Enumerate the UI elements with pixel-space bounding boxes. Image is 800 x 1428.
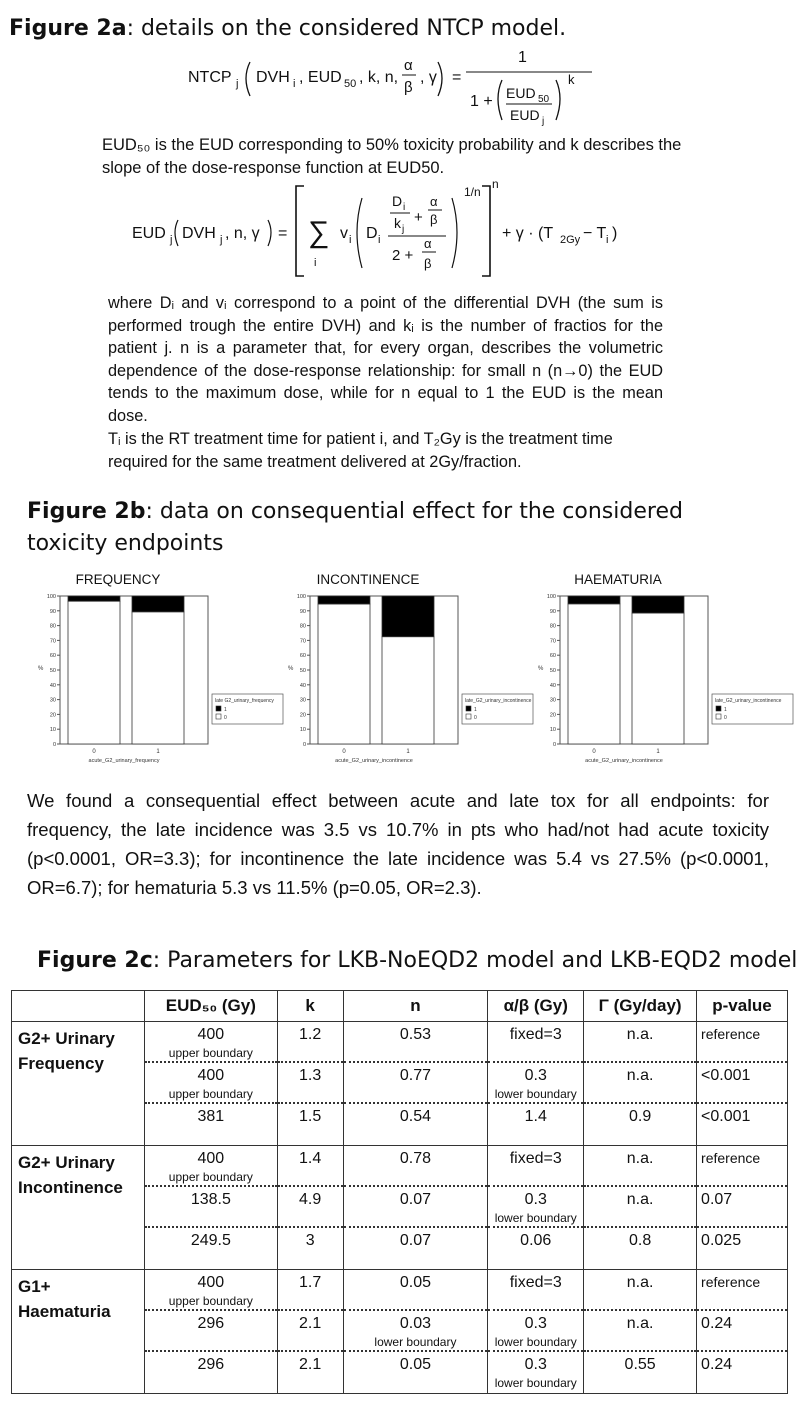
eud50-cell: [144, 1022, 277, 1146]
parameters-table: [11, 990, 788, 1394]
svg-text:EUD: EUD: [506, 85, 536, 101]
gamma-value: n.a.: [626, 1067, 654, 1084]
gamma-value: n.a.: [626, 1026, 654, 1043]
header-eud50: EUD₅₀ (Gy): [144, 991, 277, 1022]
gamma-value: n.a.: [626, 1274, 654, 1291]
svg-text:β: β: [430, 212, 438, 227]
legend-entry: 1: [224, 707, 227, 713]
alpha-beta-value: 0.3: [524, 1315, 547, 1332]
eud50-description: EUD₅₀ is the EUD corresponding to 50% toxicity probability and k describes the slope of the dose-response function at EUD50.: [102, 136, 682, 177]
alpha-beta-cell: [488, 1146, 584, 1270]
x-axis-label: acute_G2_urinary_incontinence: [585, 758, 663, 764]
ti-description: Tᵢ is the RT treatment time for patient i, and T₂Gy is the treatment time required for the same treatment delivered at 2Gy/fraction.: [108, 430, 613, 471]
y-tick-label: 20: [49, 712, 56, 719]
bar-segment-1: [318, 596, 370, 604]
alpha-beta-note: lower boundary: [494, 1335, 577, 1349]
legend-title: late G2_urinary_frequency: [215, 698, 274, 704]
k-value: 4.9: [299, 1191, 322, 1208]
eud-formula: [128, 176, 658, 282]
figure-2c-label: Figure 2c: [37, 948, 153, 973]
gamma-value: 0.9: [628, 1108, 652, 1125]
eud50-cell: [144, 1146, 277, 1270]
bar-segment-0: [632, 613, 684, 744]
eud50-value: 296: [197, 1315, 225, 1332]
n-value: 0.54: [399, 1108, 432, 1125]
p-value-value: <0.001: [701, 1108, 751, 1125]
endpoint-cell: G2+ Urinary Frequency: [12, 1022, 145, 1146]
n-value: 0.53: [399, 1026, 432, 1043]
eud50-value: 400: [197, 1150, 225, 1167]
svg-text:j: j: [236, 78, 239, 90]
svg-text:2 +: 2 +: [392, 247, 414, 264]
y-tick-label: 40: [549, 682, 556, 689]
y-tick-label: 20: [549, 712, 556, 719]
alpha-beta-value: fixed=3: [509, 1150, 562, 1167]
alpha-beta-cell: [488, 1022, 584, 1146]
legend-title: late_G2_urinary_incontinence: [465, 698, 532, 704]
ntcp-formula: [180, 44, 600, 128]
k-value: 2.1: [299, 1315, 322, 1332]
legend-swatch: [216, 706, 221, 711]
p-value-cell: [697, 1146, 788, 1270]
y-tick-label: 90: [549, 608, 556, 615]
eud50-note: upper boundary: [168, 1170, 253, 1184]
legend-swatch: [466, 714, 471, 719]
y-axis-label: %: [288, 666, 294, 672]
legend-swatch: [466, 706, 471, 711]
svg-text:i: i: [293, 78, 296, 90]
x-tick-label: 1: [156, 749, 160, 755]
legend-swatch: [716, 706, 721, 711]
bar-segment-1: [632, 596, 684, 613]
svg-text:, γ: , γ: [420, 69, 437, 86]
y-tick-label: 50: [299, 668, 306, 674]
y-tick-label: 0: [552, 742, 556, 748]
where-description: where Dᵢ and vᵢ correspond to a point of the differential DVH (the sum is performed trough the entire DVH) and kᵢ is the number of fractios for the patient j. n is a parameter that, for every organ, describes the volumetric dependence of the dose-response relationship: for small n (n→0) the EUD tends to the maximum dose, while for n equal to 1 the EUD is the mean dose.: [108, 294, 663, 425]
figure-2b-title: [27, 496, 767, 560]
alpha-beta-value: fixed=3: [509, 1026, 562, 1043]
y-tick-label: 40: [299, 682, 306, 689]
svg-text:j: j: [220, 234, 223, 246]
figure-2b-caption: : data on consequential effect for the considered toxicity endpoints: [27, 499, 683, 556]
svg-text:i: i: [606, 234, 609, 246]
header-endpoint: [12, 991, 145, 1022]
svg-text:DVH: DVH: [256, 69, 290, 86]
svg-text:EUD: EUD: [132, 225, 166, 242]
y-tick-label: 70: [49, 638, 56, 645]
svg-text:D: D: [366, 225, 378, 242]
p-value-value: 0.24: [701, 1315, 733, 1332]
haematuria-chart: [530, 566, 795, 776]
svg-text:D: D: [392, 193, 403, 209]
legend-entry: 0: [224, 715, 227, 721]
svg-text:j: j: [402, 224, 405, 235]
svg-text:j: j: [170, 234, 173, 246]
svg-text:j: j: [542, 116, 545, 127]
eud50-value: 400: [197, 1026, 225, 1043]
y-tick-label: 10: [49, 727, 56, 734]
y-tick-label: 20: [299, 712, 306, 719]
legend-title: late_G2_urinary_incontinence: [715, 698, 782, 704]
y-tick-label: 90: [299, 608, 306, 615]
bar-segment-0: [68, 601, 120, 744]
svg-text:, EUD: , EUD: [299, 69, 342, 86]
gamma-cell: [584, 1270, 697, 1394]
eud50-note: upper boundary: [168, 1294, 253, 1308]
k-cell: [277, 1270, 343, 1394]
header-k: k: [277, 991, 343, 1022]
alpha-beta-value: 0.3: [524, 1191, 547, 1208]
k-value: 2.1: [299, 1356, 322, 1373]
k-cell: [277, 1022, 343, 1146]
figure-2b-label: Figure 2b: [27, 499, 146, 524]
svg-text:i: i: [349, 234, 352, 246]
y-tick-label: 70: [549, 638, 556, 645]
y-tick-label: 100: [546, 594, 556, 600]
y-tick-label: 30: [299, 697, 306, 704]
n-value: 0.07: [399, 1191, 432, 1208]
bar-segment-0: [568, 604, 620, 744]
bar-segment-1: [382, 596, 434, 637]
y-tick-label: 100: [46, 594, 56, 600]
bar-segment-0: [132, 612, 184, 744]
eud50-value: 249.5: [190, 1232, 231, 1249]
alpha-beta-note: lower boundary: [494, 1211, 577, 1225]
header-n: n: [343, 991, 488, 1022]
svg-text:∑: ∑: [308, 216, 330, 249]
bar-segment-1: [132, 596, 184, 612]
svg-text:β: β: [424, 256, 432, 271]
alpha-beta-cell: [488, 1270, 584, 1394]
eud50-note: upper boundary: [168, 1087, 253, 1101]
gamma-cell: [584, 1022, 697, 1146]
svg-text:i: i: [314, 257, 317, 269]
legend-swatch: [716, 714, 721, 719]
eud50-value: 400: [197, 1067, 225, 1084]
incontinence-chart: [280, 566, 535, 776]
gamma-value: n.a.: [626, 1150, 654, 1167]
y-tick-label: 50: [49, 668, 56, 674]
bar-segment-1: [568, 596, 620, 604]
x-axis-label: acute_G2_urinary_frequency: [88, 758, 160, 764]
x-tick-label: 1: [406, 749, 410, 755]
chart-title: FREQUENCY: [75, 572, 161, 587]
alpha-beta-value: 0.3: [524, 1356, 547, 1373]
eud50-value: 400: [197, 1274, 225, 1291]
p-value-cell: [697, 1022, 788, 1146]
figure-2c-title: [37, 948, 797, 973]
svg-text:k: k: [568, 72, 575, 87]
k-value: 1.7: [299, 1274, 322, 1291]
y-tick-label: 10: [549, 727, 556, 734]
svg-text:n: n: [492, 177, 499, 191]
n-value: 0.05: [399, 1356, 432, 1373]
y-tick-label: 100: [296, 594, 306, 600]
gamma-value: 0.55: [624, 1356, 656, 1373]
legend-entry: 0: [724, 715, 727, 721]
k-value: 1.2: [299, 1026, 322, 1043]
table-header-row: [12, 991, 788, 1022]
eud50-value: 296: [197, 1356, 225, 1373]
endpoint-cell: G1+ Haematuria: [12, 1270, 145, 1394]
p-value-value: reference: [701, 1026, 761, 1042]
k-cell: [277, 1146, 343, 1270]
svg-text:=: =: [452, 69, 462, 86]
chart-title: INCONTINENCE: [316, 572, 420, 587]
eud50-value: 381: [197, 1108, 225, 1125]
svg-text:1 +: 1 +: [470, 93, 493, 110]
n-cell: [343, 1022, 488, 1146]
y-tick-label: 0: [302, 742, 306, 748]
svg-text:v: v: [340, 225, 348, 242]
alpha-beta-value: fixed=3: [509, 1274, 562, 1291]
legend-entry: 0: [474, 715, 477, 721]
n-value: 0.07: [399, 1232, 432, 1249]
svg-text:α: α: [404, 57, 413, 74]
gamma-value: n.a.: [626, 1191, 654, 1208]
svg-text:1/n: 1/n: [464, 185, 481, 199]
svg-text:2Gy: 2Gy: [560, 234, 581, 246]
p-value-value: 0.07: [701, 1191, 733, 1208]
y-tick-label: 10: [299, 727, 306, 734]
y-tick-label: 80: [49, 623, 56, 630]
p-value-value: 0.025: [701, 1232, 742, 1249]
svg-text:DVH: DVH: [182, 225, 216, 242]
svg-text:i: i: [403, 202, 406, 213]
alpha-beta-note: lower boundary: [494, 1376, 577, 1390]
finding-paragraph: We found a consequential effect between acute and late tox for all endpoints: for frequency, the late incidence was 3.5 vs 10.7% in pts who had/not had acute toxicity (p<0.0001, OR=3.3); for incontinence the late incidence was 5.4 vs 27.5% (p<0.0001, OR=6.7); for hematuria 5.3 vs 11.5% (p=0.05, OR=2.3).: [27, 790, 769, 898]
eud50-note: upper boundary: [168, 1046, 253, 1060]
k-value: 1.4: [299, 1150, 322, 1167]
x-axis-label: acute_G2_urinary_incontinence: [335, 758, 413, 764]
y-tick-label: 40: [49, 682, 56, 689]
figure-2a-caption: : details on the considered NTCP model.: [126, 16, 567, 41]
table-row: [12, 1270, 788, 1394]
table-row: [12, 1022, 788, 1146]
eud50-cell: [144, 1270, 277, 1394]
gamma-value: 0.8: [628, 1232, 652, 1249]
svg-text:i: i: [378, 234, 381, 246]
bar-segment-0: [318, 604, 370, 744]
chart-title: HAEMATURIA: [574, 572, 662, 587]
y-tick-label: 60: [49, 653, 56, 660]
x-tick-label: 0: [92, 749, 96, 755]
svg-text:+: +: [414, 209, 423, 226]
svg-text:β: β: [404, 79, 413, 96]
svg-text:α: α: [430, 194, 438, 209]
alpha-beta-value: 0.06: [520, 1232, 552, 1249]
gamma-cell: [584, 1146, 697, 1270]
n-note: lower boundary: [374, 1335, 457, 1349]
y-tick-label: 80: [549, 623, 556, 630]
bar-segment-0: [382, 637, 434, 744]
svg-text:1: 1: [518, 49, 527, 66]
header-gamma: Γ (Gy/day): [584, 991, 697, 1022]
legend-entry: 1: [474, 707, 477, 713]
x-tick-label: 0: [592, 749, 596, 755]
svg-text:=: =: [278, 225, 288, 242]
n-value: 0.03: [399, 1315, 432, 1332]
legend-swatch: [216, 714, 221, 719]
frequency-chart: [30, 566, 285, 776]
y-axis-label: %: [38, 666, 44, 672]
gamma-value: n.a.: [626, 1315, 654, 1332]
p-value-cell: [697, 1270, 788, 1394]
figure-2a-label: Figure 2a: [9, 16, 127, 41]
svg-text:EUD: EUD: [510, 107, 540, 123]
p-value-value: reference: [701, 1274, 761, 1290]
svg-text:+ γ · (T: + γ · (T: [502, 225, 554, 242]
endpoint-cell: G2+ Urinary Incontinence: [12, 1146, 145, 1270]
y-tick-label: 0: [52, 742, 56, 748]
y-axis-label: %: [538, 666, 544, 672]
figure-2c-caption: : Parameters for LKB-NoEQD2 model and LKB-EQD2 model: [152, 948, 798, 973]
x-tick-label: 1: [656, 749, 660, 755]
y-tick-label: 50: [549, 668, 556, 674]
n-value: 0.77: [399, 1067, 432, 1084]
n-cell: [343, 1146, 488, 1270]
y-tick-label: 80: [299, 623, 306, 630]
alpha-beta-value: 1.4: [524, 1108, 547, 1125]
svg-text:, k, n,: , k, n,: [359, 69, 399, 86]
k-value: 1.3: [299, 1067, 322, 1084]
svg-text:k: k: [394, 215, 401, 231]
svg-text:): ): [612, 225, 618, 242]
k-value: 1.5: [299, 1108, 322, 1125]
p-value-value: <0.001: [701, 1067, 751, 1084]
y-tick-label: 30: [49, 697, 56, 704]
bar-segment-1: [68, 596, 120, 601]
y-tick-label: 60: [299, 653, 306, 660]
alpha-beta-note: lower boundary: [494, 1087, 577, 1101]
header-alpha-beta: α/β (Gy): [488, 991, 584, 1022]
legend-entry: 1: [724, 707, 727, 713]
eud50-value: 138.5: [190, 1191, 231, 1208]
n-value: 0.05: [399, 1274, 432, 1291]
y-tick-label: 60: [549, 653, 556, 660]
p-value-value: reference: [701, 1150, 761, 1166]
svg-text:50: 50: [538, 94, 550, 105]
svg-text:50: 50: [344, 78, 357, 90]
x-tick-label: 0: [342, 749, 346, 755]
svg-text:, n, γ: , n, γ: [225, 225, 260, 242]
svg-text:NTCP: NTCP: [188, 69, 232, 86]
svg-text:− T: − T: [583, 225, 607, 242]
y-tick-label: 90: [49, 608, 56, 615]
y-tick-label: 30: [549, 697, 556, 704]
y-tick-label: 70: [299, 638, 306, 645]
header-p-value: p-value: [697, 991, 788, 1022]
n-value: 0.78: [399, 1150, 432, 1167]
alpha-beta-value: 0.3: [524, 1067, 547, 1084]
svg-text:α: α: [424, 236, 432, 251]
figure-2a-title: [9, 16, 566, 41]
k-value: 3: [305, 1232, 315, 1249]
n-cell: [343, 1270, 488, 1394]
p-value-value: 0.24: [701, 1356, 733, 1373]
table-row: [12, 1146, 788, 1270]
